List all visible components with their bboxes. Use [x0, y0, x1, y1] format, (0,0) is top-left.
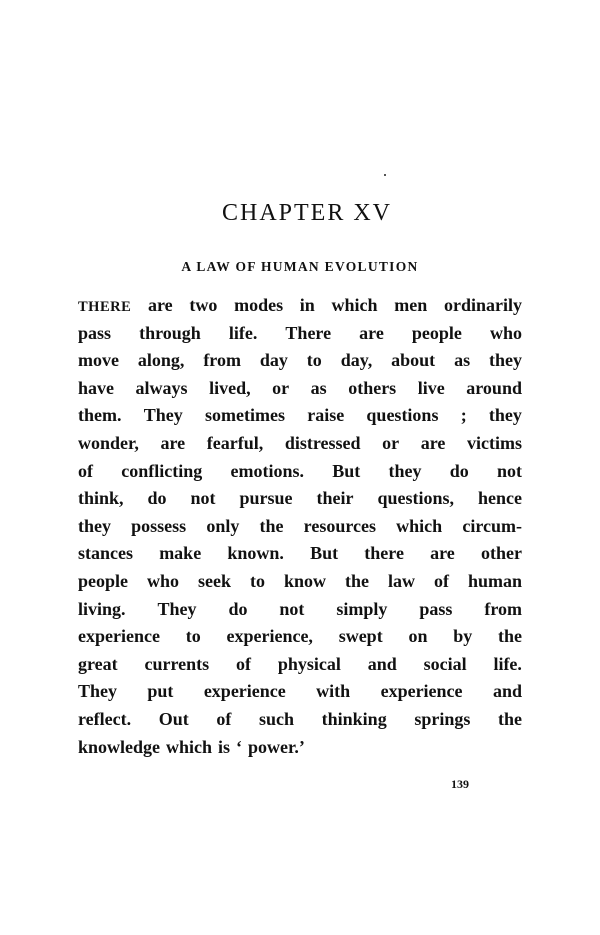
word: modes	[234, 295, 284, 315]
word: is	[218, 736, 231, 757]
word: to	[249, 570, 265, 591]
text-line	[78, 292, 522, 320]
word: think,	[78, 488, 124, 509]
word: social	[423, 653, 467, 674]
word: are	[359, 322, 384, 343]
word: the	[259, 515, 284, 536]
word: great	[78, 653, 118, 674]
body-paragraph	[78, 292, 522, 761]
word: of	[236, 653, 251, 674]
word: always	[135, 377, 188, 398]
word: pass	[78, 322, 112, 343]
word: as	[310, 377, 327, 398]
text-line	[78, 513, 522, 541]
word: experience,	[226, 626, 313, 647]
text-line	[78, 402, 522, 430]
word: But	[310, 543, 339, 564]
word: only	[206, 515, 240, 536]
word: the	[497, 626, 522, 647]
word: lived,	[209, 377, 251, 398]
word: not	[279, 598, 305, 619]
chapter-title: A LAW OF HUMAN EVOLUTION	[181, 259, 419, 274]
word: pursue	[239, 488, 293, 509]
text-line	[78, 320, 522, 348]
word: victims	[467, 432, 522, 453]
word: are	[147, 295, 173, 315]
text-line	[78, 651, 522, 679]
word: put	[147, 681, 174, 702]
word: life.	[228, 322, 258, 343]
text-line	[78, 430, 522, 458]
word: other	[480, 543, 522, 564]
word: of	[433, 570, 449, 591]
word: resources	[303, 515, 376, 536]
word: such	[259, 708, 295, 729]
word: about	[391, 350, 436, 371]
word: fearful,	[206, 432, 264, 453]
word: in	[299, 295, 315, 315]
word: as	[454, 350, 471, 371]
word: by	[453, 626, 473, 647]
word: do	[147, 488, 167, 509]
word: of	[216, 708, 232, 729]
word: do	[228, 598, 248, 619]
word: wonder,	[78, 432, 139, 453]
word: their	[316, 488, 354, 509]
word: hence	[478, 488, 522, 509]
word: They	[78, 681, 118, 702]
text-line	[78, 540, 522, 568]
word: experience	[380, 681, 463, 702]
word: seek	[198, 570, 231, 591]
scan-speck	[384, 174, 386, 176]
word: are	[420, 432, 446, 453]
word: they	[488, 405, 522, 426]
word: questions,	[377, 488, 455, 509]
word: law	[387, 570, 415, 591]
word: simply	[336, 598, 388, 619]
word: around	[466, 377, 522, 398]
word: who	[147, 570, 180, 591]
word: power.’	[248, 736, 305, 757]
word: with	[316, 681, 351, 702]
word: and	[492, 681, 522, 702]
word: or	[382, 432, 400, 453]
chapter-heading: CHAPTER XV	[221, 200, 392, 226]
word: people	[411, 322, 462, 343]
word: they	[78, 515, 111, 536]
word: who	[489, 322, 522, 343]
word: stances	[78, 543, 133, 564]
word: people	[78, 570, 129, 591]
word: known.	[227, 543, 284, 564]
word: day	[259, 350, 288, 371]
word: ordinarily	[443, 295, 522, 315]
text-line	[78, 678, 522, 706]
text-line	[78, 623, 522, 651]
text-line	[78, 706, 522, 734]
word: on	[408, 626, 428, 647]
word: sometimes	[204, 405, 285, 426]
word: human	[467, 570, 522, 591]
word: which	[166, 736, 213, 757]
word: of	[78, 460, 93, 481]
word: to	[306, 350, 322, 371]
word: currents	[144, 653, 210, 674]
word: experience	[78, 626, 160, 647]
word: to	[185, 626, 201, 647]
word: men	[394, 295, 428, 315]
word: move	[78, 350, 119, 371]
word: day,	[340, 350, 373, 371]
text-line	[78, 347, 522, 375]
word: they	[388, 460, 422, 481]
word: have	[78, 377, 114, 398]
word: They	[157, 598, 197, 619]
word: from	[203, 350, 241, 371]
word: not	[190, 488, 216, 509]
word: from	[484, 598, 522, 619]
word: living.	[78, 598, 126, 619]
word: are	[430, 543, 455, 564]
word: Out	[158, 708, 189, 729]
word: do	[449, 460, 469, 481]
word: emotions.	[230, 460, 304, 481]
word: through	[139, 322, 201, 343]
small-caps-first-word: THERE	[78, 299, 132, 315]
word: conflicting	[121, 460, 203, 481]
word: ‘	[236, 736, 243, 757]
word: pass	[419, 598, 453, 619]
word: There	[285, 322, 332, 343]
page-number: 139	[451, 777, 469, 791]
word: make	[159, 543, 202, 564]
word: know	[283, 570, 326, 591]
word: distressed	[284, 432, 361, 453]
word: are	[160, 432, 186, 453]
word: But	[332, 460, 361, 481]
text-line	[78, 375, 522, 403]
word: others	[348, 377, 397, 398]
word: swept	[338, 626, 383, 647]
word: live	[417, 377, 445, 398]
word: circum-	[462, 515, 522, 536]
word: possess	[131, 515, 187, 536]
text-line	[78, 596, 522, 624]
word: raise	[307, 405, 345, 426]
text-line	[78, 568, 522, 596]
word: physical	[277, 653, 341, 674]
word: thinking	[321, 708, 387, 729]
word: They	[143, 405, 183, 426]
word: two	[189, 295, 218, 315]
word: ;	[460, 405, 467, 426]
text-line	[78, 485, 522, 513]
word: reflect.	[78, 708, 132, 729]
word: them.	[78, 405, 122, 426]
word: which	[396, 515, 443, 536]
word: knowledge	[78, 736, 161, 757]
word: experience	[203, 681, 286, 702]
text-line	[78, 734, 522, 762]
word: along,	[137, 350, 185, 371]
word: the	[497, 708, 522, 729]
text-line	[78, 458, 522, 486]
word: there	[364, 543, 404, 564]
word: not	[496, 460, 522, 481]
word: the	[344, 570, 369, 591]
word: and	[367, 653, 397, 674]
word: which	[331, 295, 378, 315]
word: questions	[366, 405, 439, 426]
word: or	[272, 377, 290, 398]
word: springs	[414, 708, 471, 729]
word: life.	[493, 653, 522, 674]
word: they	[488, 350, 522, 371]
